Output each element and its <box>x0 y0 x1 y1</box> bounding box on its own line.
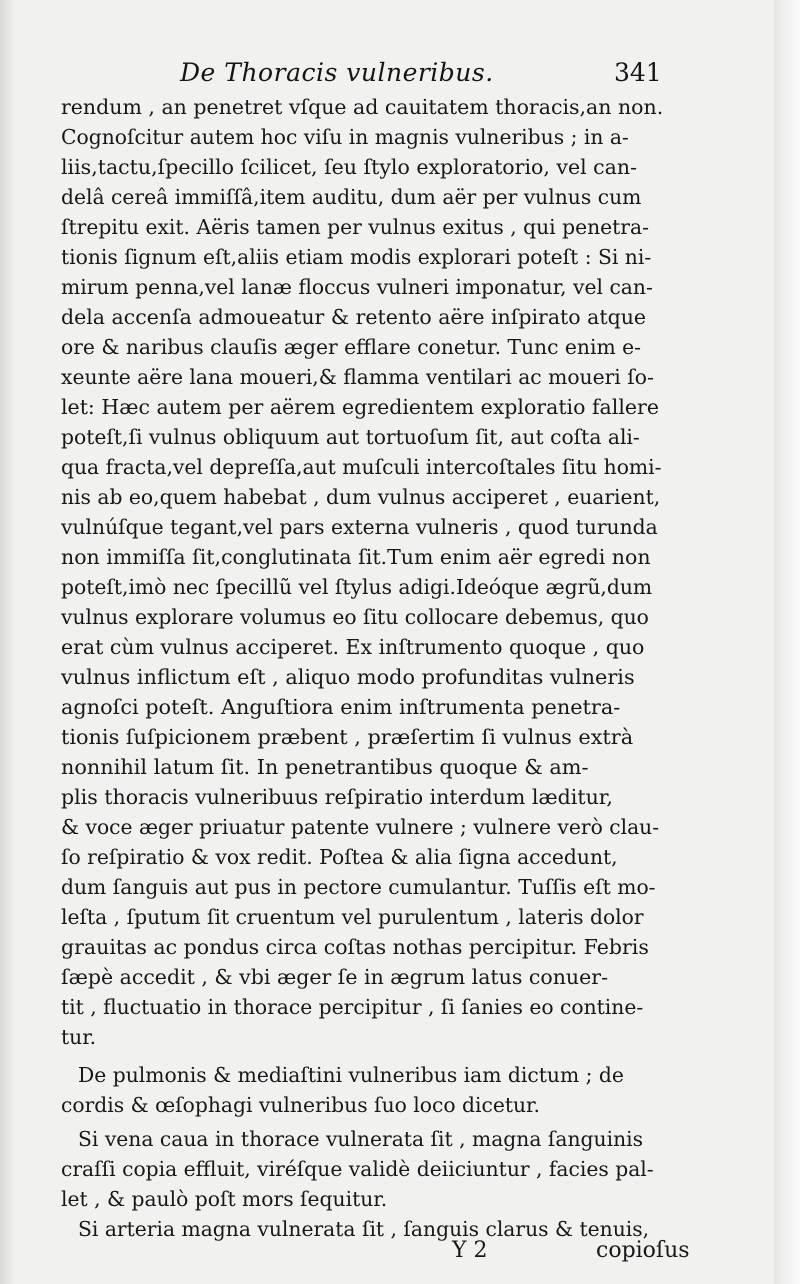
text-line: vulnus inflictum eſt , aliquo modo profunditas vulneris <box>61 665 635 689</box>
text-line: qua fracta,vel depreſſa,aut muſculi intercoſtales ſitu homi- <box>61 455 662 479</box>
text-line: & voce æger priuatur patente vulnere ; vulnere verò clau- <box>61 815 660 839</box>
text-line: rendum , an penetret vſque ad cauitatem thoracis,an non. <box>61 95 664 119</box>
text-line: delâ cereâ immiſſâ,item auditu, dum aër per vulnus cum <box>61 185 642 209</box>
text-line: ſo reſpiratio & vox redit. Poſtea & alia ſigna accedunt, <box>61 845 618 869</box>
text-line: cordis & œſophagi vulneribus ſuo loco dicetur. <box>61 1093 540 1117</box>
signature-mark: Y 2 <box>452 1238 488 1263</box>
text-line: dela accenſa admoueatur & retento aëre inſpirato atque <box>61 305 647 329</box>
text-line: ore & naribus clauſis æger efflare conetur. Tunc enim e- <box>61 335 642 359</box>
text-line: mirum penna,vel lanæ floccus vulneri imponatur, vel can- <box>61 275 653 299</box>
text-line: vulnus explorare volumus eo ſitu collocare debemus, quo <box>61 605 649 629</box>
text-line: tur. <box>61 1025 97 1049</box>
text-line: ſtrepitu exit. Aëris tamen per vulnus exitus , qui penetra- <box>61 215 649 239</box>
text-line: Si vena caua in thorace vulnerata ſit , magna ſanguinis <box>78 1127 644 1151</box>
text-line: grauitas ac pondus circa coſtas nothas percipitur. Febris <box>61 935 649 959</box>
text-line: De pulmonis & mediaſtini vulneribus iam dictum ; de <box>78 1063 624 1087</box>
text-line: nis ab eo,quem habebat , dum vulnus acciperet , euarient, <box>61 485 661 509</box>
text-line: let: Hæc autem per aërem egredientem exploratio fallere <box>61 395 659 419</box>
text-line: leſta , ſputum ſit cruentum vel purulentum , lateris dolor <box>61 905 644 929</box>
text-line: poteſt,imò nec ſpecillũ vel ſtylus adigi.Ideóque ægrũ,dum <box>61 575 653 599</box>
text-line: nonnihil latum ſit. In penetrantibus quoque & am- <box>61 755 589 779</box>
text-line: liis,tactu,ſpecillo ſcilicet, ſeu ſtylo exploratorio, vel can- <box>61 155 638 179</box>
text-line: tit , fluctuatio in thorace percipitur , ſi ſanies eo contine- <box>61 995 644 1019</box>
text-line: let , & paulò poſt mors ſequitur. <box>61 1187 388 1211</box>
text-line: xeunte aëre lana moueri,& flamma ventilari ac moueri ſo- <box>61 365 654 389</box>
page-footer <box>0 1238 800 1270</box>
page-number: 341 <box>614 58 662 87</box>
text-line: ſæpè accedit , & vbi æger ſe in ægrum latus conuer- <box>61 965 608 989</box>
text-line: vulnúſque tegant,vel pars externa vulneris , quod turunda <box>61 515 658 539</box>
text-line: agnoſci poteſt. Anguſtiora enim inſtrumenta penetra- <box>61 695 621 719</box>
text-line: tionis ſuſpicionem præbent , præſertim ſi vulnus extrà <box>61 725 634 749</box>
text-line: non immiſſa ſit,conglutinata ſit.Tum enim aër egredi non <box>61 545 651 569</box>
page-header <box>0 58 800 92</box>
text-line: dum ſanguis aut pus in pectore cumulantur. Tuſſis eſt mo- <box>61 875 656 899</box>
text-line: tionis ſignum eſt,aliis etiam modis explorari poteſt : Si ni- <box>61 245 652 269</box>
text-line: craſſi copia effluit, viréſque validè deiiciuntur , facies pal- <box>61 1157 654 1181</box>
catchword: copioſus <box>596 1238 690 1263</box>
text-line: erat cùm vulnus acciperet. Ex inſtrumento quoque , quo <box>61 635 645 659</box>
text-line: Si arteria magna vulnerata ſit , ſanguis clarus & tenuis, <box>78 1217 650 1241</box>
text-line: Cognoſcitur autem hoc viſu in magnis vulneribus ; in a- <box>61 125 629 149</box>
running-title: De Thoracis vulneribus. <box>180 58 494 87</box>
text-line: plis thoracis vulneribuus reſpiratio interdum læditur, <box>61 785 613 809</box>
text-line: poteſt,ſi vulnus obliquum aut tortuoſum ſit, aut coſta ali- <box>61 425 640 449</box>
